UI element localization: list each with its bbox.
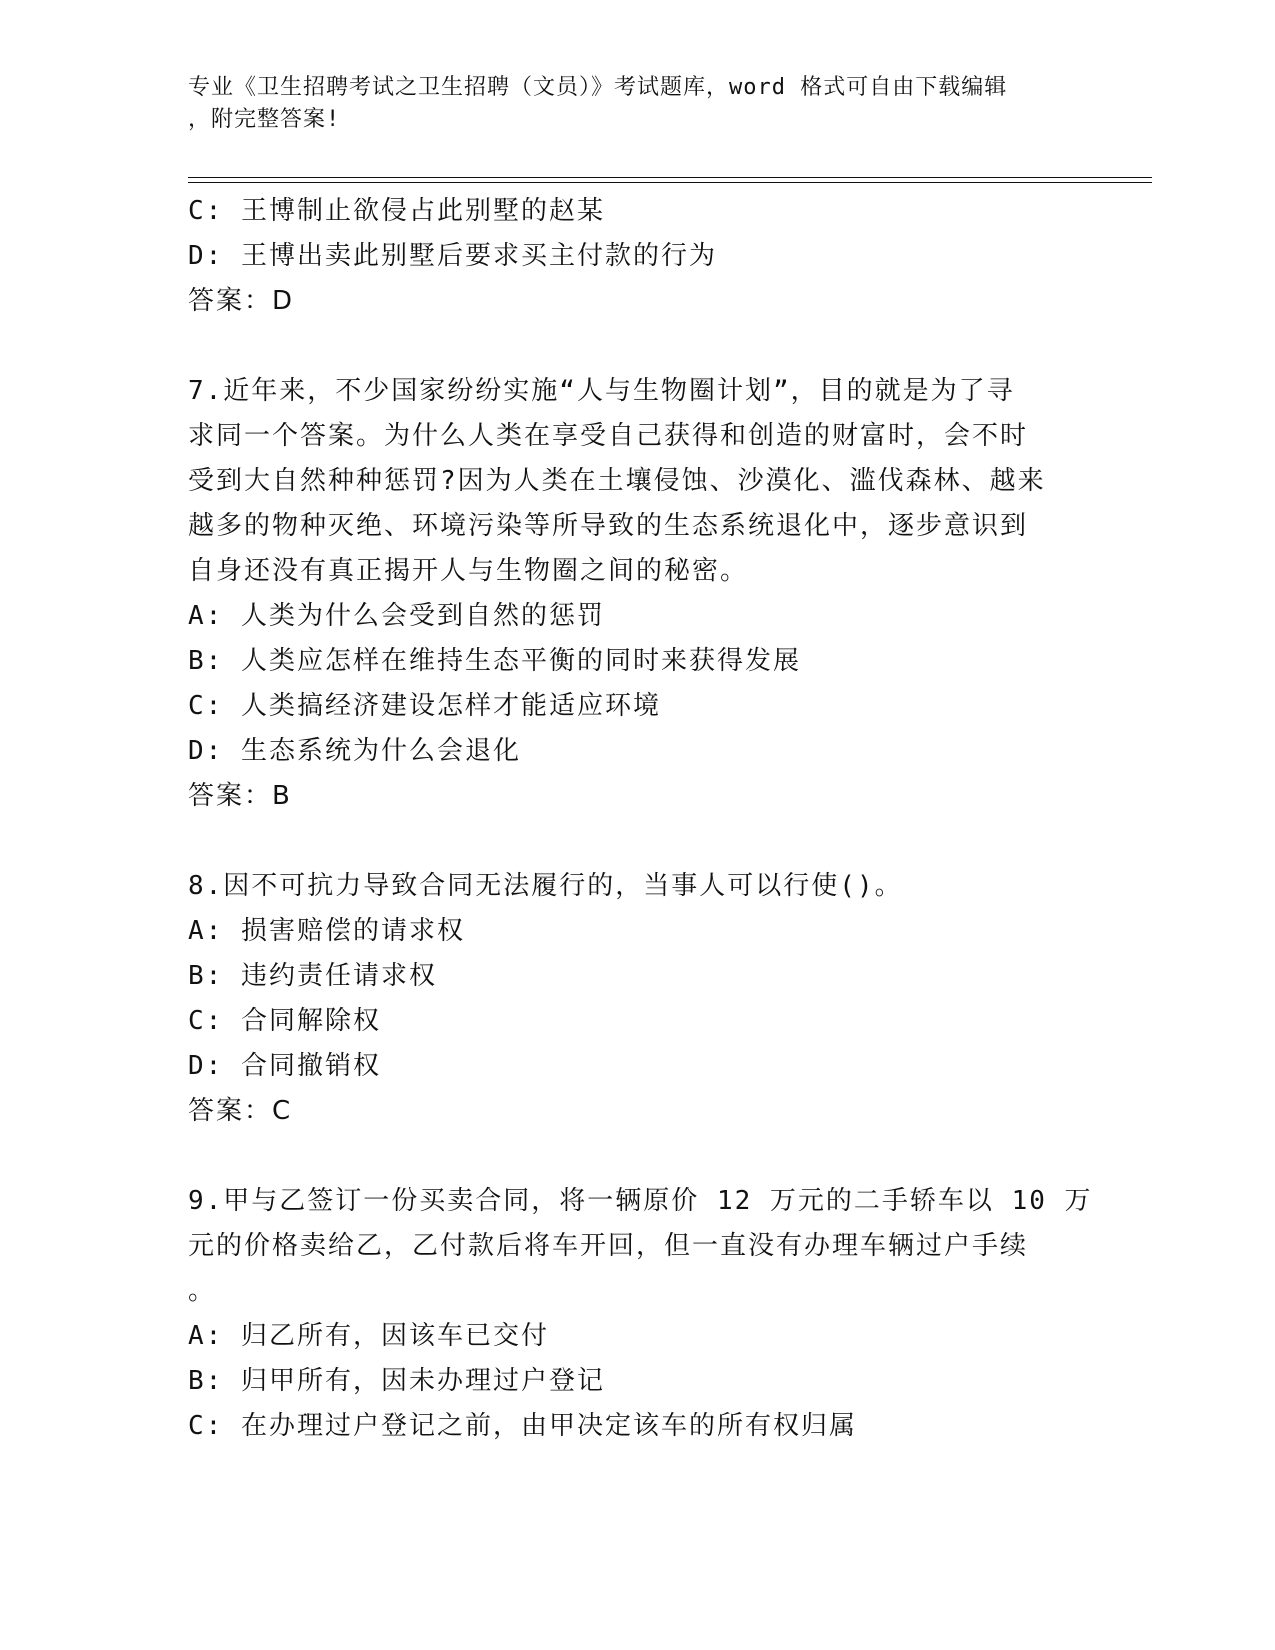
question-stem-line: 7.近年来，不少国家纷纷实施“人与生物圈计划”，目的就是为了寻 bbox=[188, 376, 1015, 406]
spacer bbox=[188, 819, 1088, 864]
header-rule-bottom bbox=[188, 182, 1152, 183]
header-line-2: ，附完整答案! bbox=[188, 107, 341, 132]
question-stem-line: 。 bbox=[188, 1276, 217, 1306]
question-stem-line: 越多的物种灭绝、环境污染等所导致的生态系统退化中，逐步意识到 bbox=[188, 511, 1029, 541]
document-body bbox=[188, 189, 1093, 1449]
question-stem-line: 自身还没有真正揭开人与生物圈之间的秘密。 bbox=[188, 556, 749, 586]
option-c: C: 合同解除权 bbox=[188, 1006, 381, 1036]
option-b: B: 归甲所有，因未办理过户登记 bbox=[188, 1366, 605, 1396]
header-rule-top bbox=[188, 177, 1152, 178]
question-stem-line: 元的价格卖给乙，乙付款后将车开回，但一直没有办理车辆过户手续 bbox=[188, 1231, 1029, 1261]
question-7 bbox=[188, 369, 1088, 819]
spacer bbox=[188, 324, 1088, 369]
spacer bbox=[188, 1134, 1088, 1179]
question-6-tail bbox=[188, 189, 1088, 324]
answer-label: 答案：D bbox=[188, 286, 295, 316]
question-stem-line: 9.甲与乙签订一份买卖合同，将一辆原价 12 万元的二手轿车以 10 万 bbox=[188, 1186, 1093, 1216]
option-a: A: 人类为什么会受到自然的惩罚 bbox=[188, 601, 605, 631]
answer-label: 答案：B bbox=[188, 781, 292, 811]
option-a: A: 损害赔偿的请求权 bbox=[188, 916, 465, 946]
question-9 bbox=[188, 1179, 1093, 1449]
option-b: B: 违约责任请求权 bbox=[188, 961, 437, 991]
document-header bbox=[188, 72, 1068, 136]
option-d: D: 王博出卖此别墅后要求买主付款的行为 bbox=[188, 241, 717, 271]
answer-label: 答案：C bbox=[188, 1096, 293, 1126]
question-stem-line: 受到大自然种种惩罚?因为人类在土壤侵蚀、沙漠化、滥伐森林、越来 bbox=[188, 466, 1046, 496]
option-b: B: 人类应怎样在维持生态平衡的同时来获得发展 bbox=[188, 646, 801, 676]
question-8 bbox=[188, 864, 1088, 1134]
option-c: C: 王博制止欲侵占此别墅的赵某 bbox=[188, 196, 605, 226]
question-stem-line: 求同一个答案。为什么人类在享受自己获得和创造的财富时，会不时 bbox=[188, 421, 1029, 451]
question-stem-line: 8.因不可抗力导致合同无法履行的，当事人可以行使()。 bbox=[188, 871, 903, 901]
header-line-1: 专业《卫生招聘考试之卫生招聘（文员）》考试题库，word 格式可自由下载编辑 bbox=[188, 75, 1008, 100]
option-d: D: 生态系统为什么会退化 bbox=[188, 736, 521, 766]
option-a: A: 归乙所有，因该车已交付 bbox=[188, 1321, 549, 1351]
option-c: C: 人类搞经济建设怎样才能适应环境 bbox=[188, 691, 661, 721]
option-c: C: 在办理过户登记之前，由甲决定该车的所有权归属 bbox=[188, 1411, 857, 1441]
option-d: D: 合同撤销权 bbox=[188, 1051, 381, 1081]
